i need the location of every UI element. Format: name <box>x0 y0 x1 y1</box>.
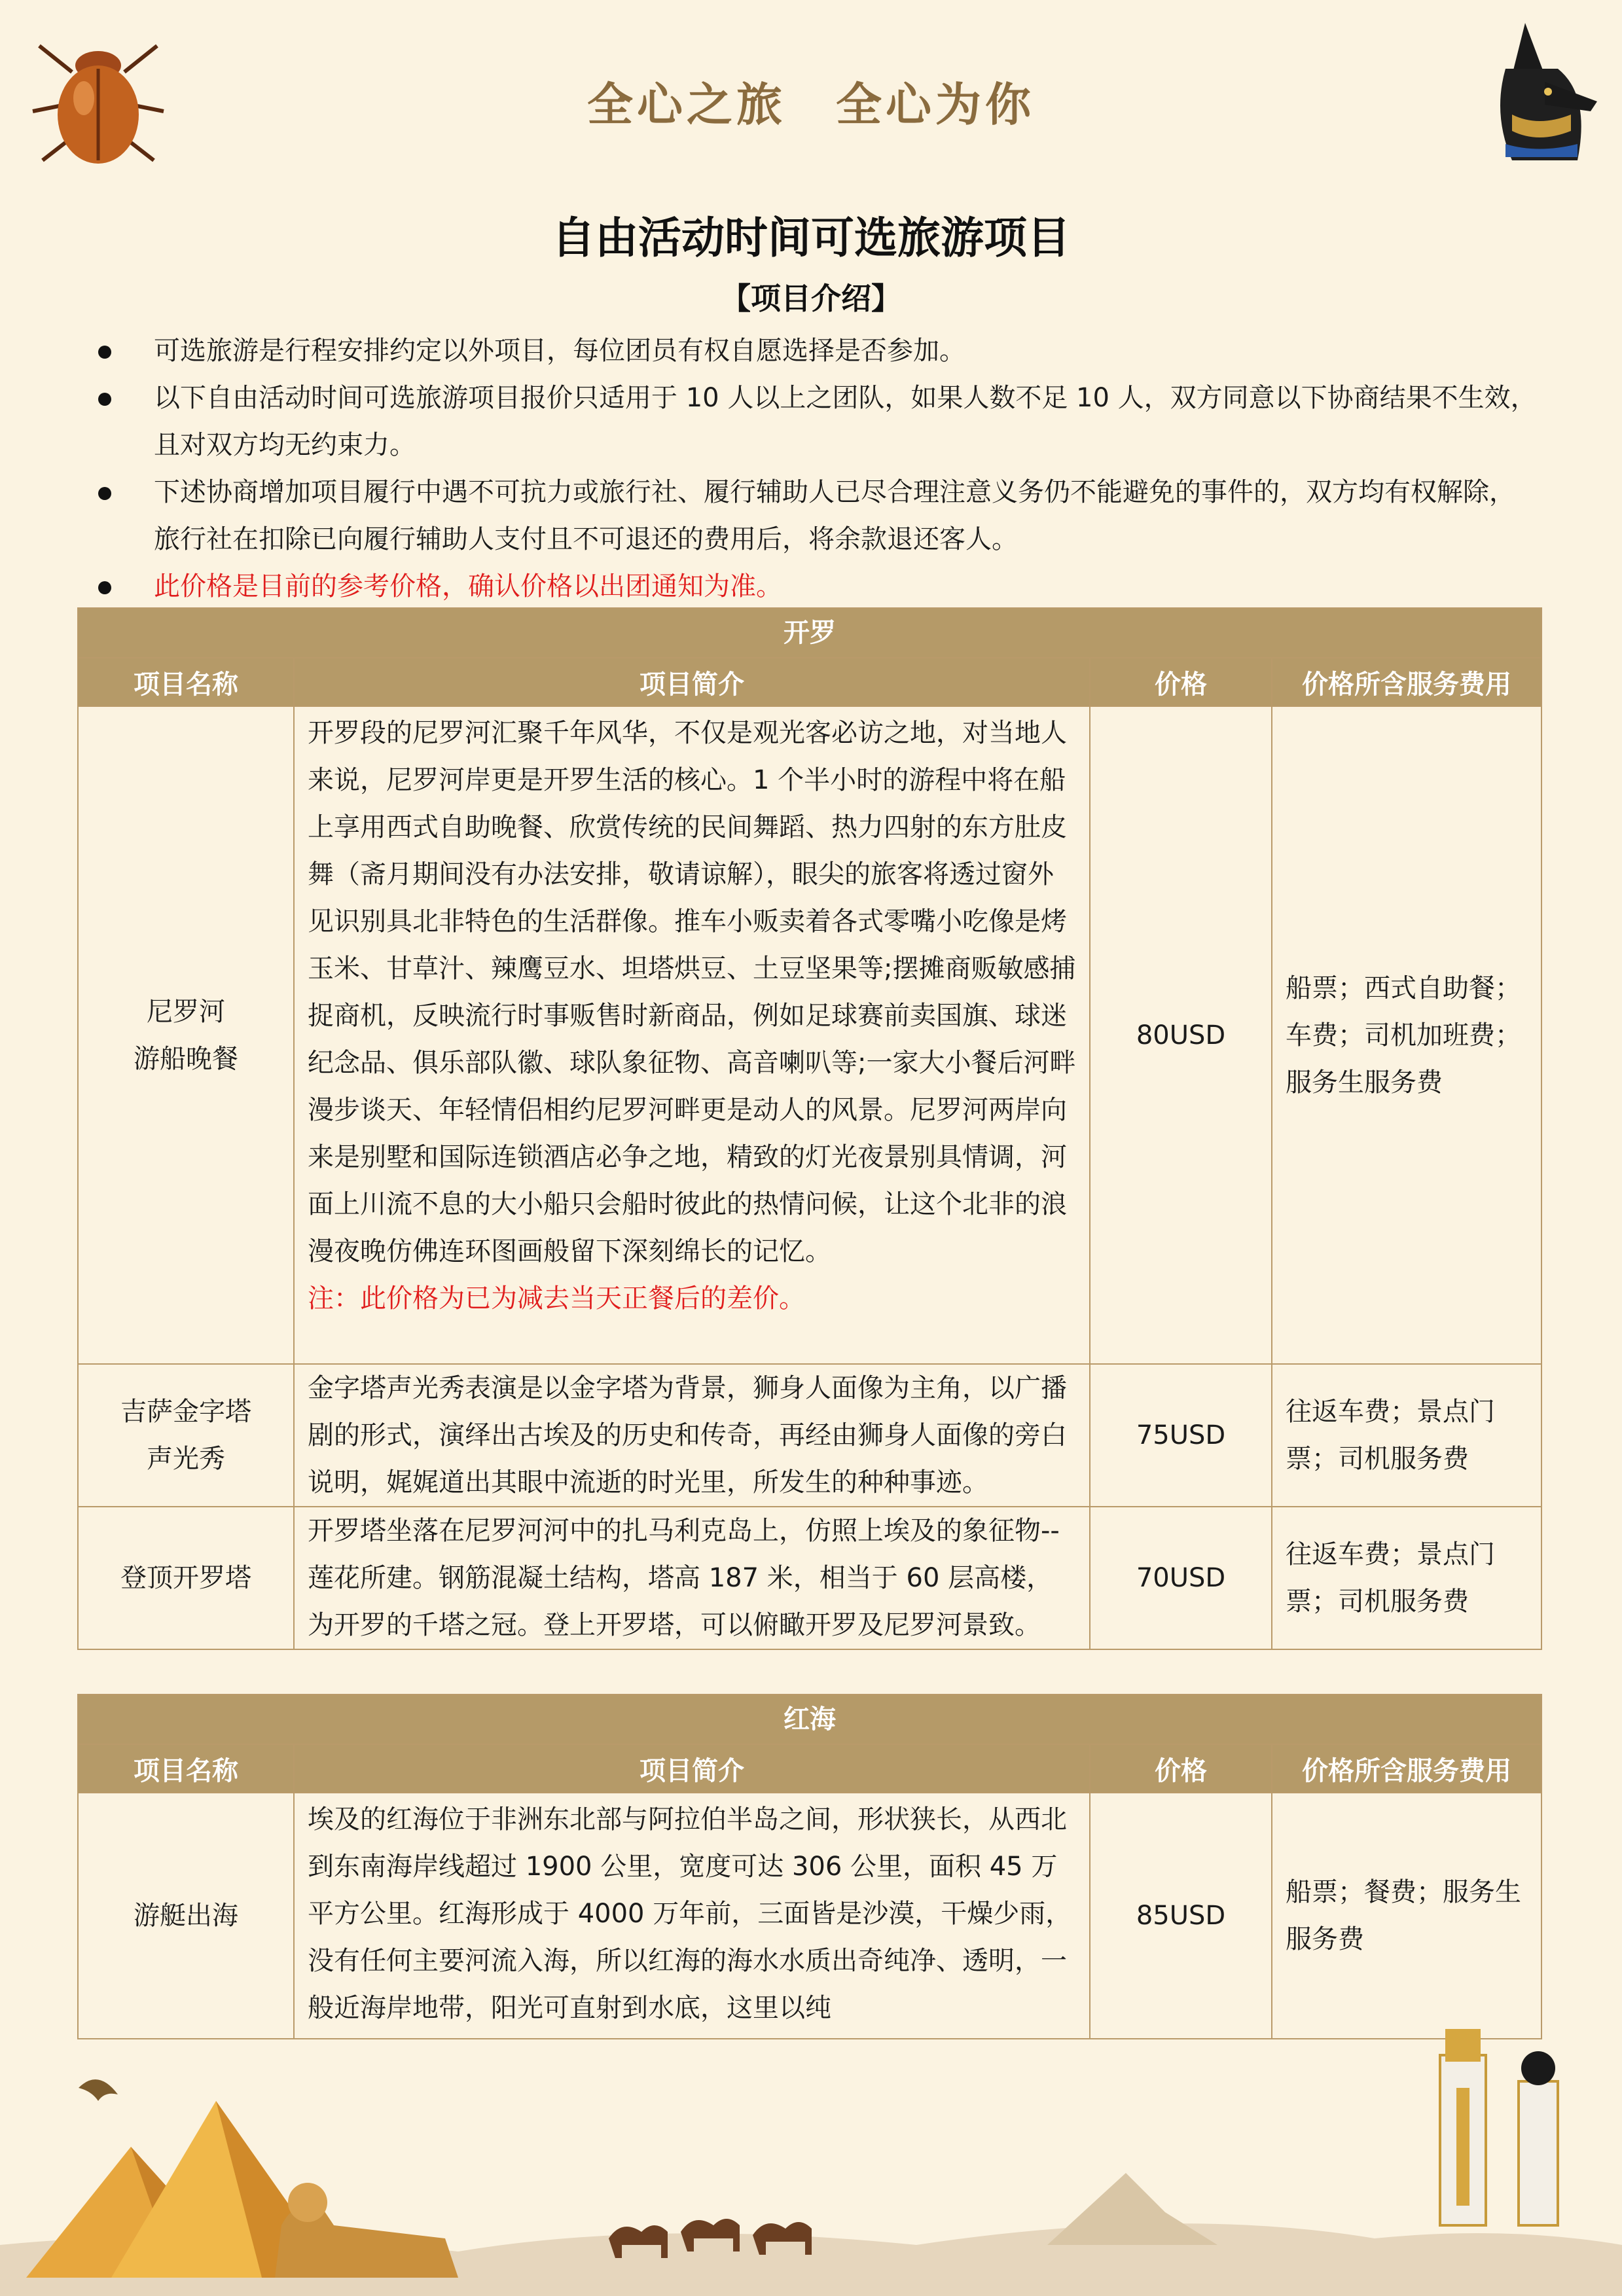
project-desc: 开罗塔坐落在尼罗河河中的扎马利克岛上，仿照上埃及的象征物--莲花所建。钢筋混凝土结构，塔高 187 米，相当于 60 层高楼，为开罗的千塔之冠。登上开罗塔，可以俯瞰开罗及尼罗河景致。 <box>294 1507 1090 1649</box>
intro-bullet-price-notice <box>92 563 1538 610</box>
col-header-desc: 项目简介 <box>294 658 1090 706</box>
project-price: 75USD <box>1090 1364 1272 1507</box>
red-sea-price-table <box>77 1694 1542 2039</box>
table-row <box>78 1793 1541 2039</box>
project-desc-text: 埃及的红海位于非洲东北部与阿拉伯半岛之间，形状狭长，从西北到东南海岸线超过 1900 公里，宽度可达 306 公里，面积 45 万平方公里。红海形成于 4000 万年前，三面皆是沙漠，干燥少雨，没有任何主要河流入海，所以红海的海水水质出奇纯净、透明，一般近海岸地带，阳光可直射到水底，这里以纯 <box>308 1804 1072 2023</box>
project-desc-text: 开罗段的尼罗河汇聚千年风华，不仅是观光客必访之地，对当地人来说，尼罗河岸更是开罗生活的核心。1 个半小时的游程中将在船上享用西式自助晚餐、欣赏传统的民间舞蹈、热力四射的东方肚皮舞（斋月期间没有办法安排，敬请谅解），眼尖的旅客将透过窗外见识别具北非特色的生活群像。推车小贩卖着各式零嘴小吃像是烤玉米、甘草汁、辣鹰豆水、坦塔烘豆、土豆坚果等;摆摊商贩敏感捕捉商机，反映流行时事贩售时新商品，例如足球赛前卖国旗、球迷纪念品、俱乐部队徽、球队象征物、高音喇叭等;一家大小餐后河畔漫步谈天、年轻情侣相约尼罗河畔更是动人的风景。尼罗河两岸向来是别墅和国际连锁酒店必争之地，精致的灯光夜景别具情调，河面上川流不息的大小船只会船时彼此的热情问候，让这个北非的浪漫夜晚仿佛连环图画般留下深刻绵长的记忆。 <box>308 718 1076 1266</box>
desert-footer <box>0 2029 1622 2296</box>
project-name: 尼罗河 游船晚餐 <box>78 706 294 1364</box>
eagle-icon <box>79 2079 118 2101</box>
bullet-dot-icon <box>98 487 111 500</box>
col-header-price: 价格 <box>1090 1744 1272 1793</box>
intro-bullet <box>92 374 1538 469</box>
bullet-dot-icon <box>98 346 111 359</box>
page-title: 自由活动时间可选旅游项目 <box>552 213 1070 263</box>
intro-bullet-text: 下述协商增加项目履行中遇不可抗力或旅行社、履行辅助人已尽合理注意义务仍不能避免的事件的，双方均有权解除，旅行社在扣除已向履行辅助人支付且不可退还的费用后，将余款退还客人。 <box>154 477 1515 554</box>
project-desc: 金字塔声光秀表演是以金字塔为背景，狮身人面像为主角，以广播剧的形式，演绎出古埃及的历史和传奇，再经由狮身人面像的旁白说明，娓娓道出其眼中流逝的时光里，所发生的种种事迹。 <box>294 1364 1090 1507</box>
col-header-desc: 项目简介 <box>294 1744 1090 1793</box>
intro-bullet-list <box>92 327 1538 610</box>
col-header-services: 价格所含服务费用 <box>1272 1744 1541 1793</box>
intro-bullet-text: 可选旅游是行程安排约定以外项目，每位团员有权自愿选择是否参加。 <box>154 336 965 366</box>
col-header-services: 价格所含服务费用 <box>1272 658 1541 706</box>
project-name: 吉萨金字塔 声光秀 <box>78 1364 294 1507</box>
intro-bullet <box>92 469 1538 563</box>
col-header-name: 项目名称 <box>78 658 294 706</box>
project-services: 往返车费；景点门票；司机服务费 <box>1272 1364 1541 1507</box>
project-price: 85USD <box>1090 1793 1272 2039</box>
project-name: 登顶开罗塔 <box>78 1507 294 1649</box>
intro-bullet-text: 以下自由活动时间可选旅游项目报价只适用于 10 人以上之团队，如果人数不足 10 人，双方同意以下协商结果不生效，且对双方均无约束力。 <box>154 383 1537 460</box>
col-header-price: 价格 <box>1090 658 1272 706</box>
pharaoh-figures-icon <box>1440 2029 1558 2225</box>
project-price: 80USD <box>1090 706 1272 1364</box>
project-name: 游艇出海 <box>78 1793 294 2039</box>
sphinx-icon <box>275 2183 458 2278</box>
project-services: 往返车费；景点门票；司机服务费 <box>1272 1507 1541 1649</box>
col-header-name: 项目名称 <box>78 1744 294 1793</box>
project-services: 船票；西式自助餐；车费；司机加班费；服务生服务费 <box>1272 706 1541 1364</box>
section-subtitle: 【项目介绍】 <box>721 281 901 316</box>
table-row <box>78 1364 1541 1507</box>
table-caption: 红海 <box>78 1695 1541 1744</box>
cairo-price-table <box>77 607 1542 1650</box>
bullet-dot-icon <box>98 393 111 406</box>
project-price: 70USD <box>1090 1507 1272 1649</box>
bullet-dot-icon <box>98 581 111 594</box>
project-services: 船票；餐费；服务生服务费 <box>1272 1793 1541 2039</box>
table-row <box>78 1507 1541 1649</box>
table-row <box>78 706 1541 1364</box>
price-note: 注：此价格为已为减去当天正餐后的差价。 <box>308 1283 805 1314</box>
project-desc <box>294 706 1090 1364</box>
header-slogan: 全心之旅 全心为你 <box>587 78 1035 132</box>
table-caption: 开罗 <box>78 608 1541 658</box>
intro-bullet-text: 此价格是目前的参考价格，确认价格以出团通知为准。 <box>154 571 782 601</box>
intro-bullet <box>92 327 1538 374</box>
project-desc <box>294 1793 1090 2039</box>
